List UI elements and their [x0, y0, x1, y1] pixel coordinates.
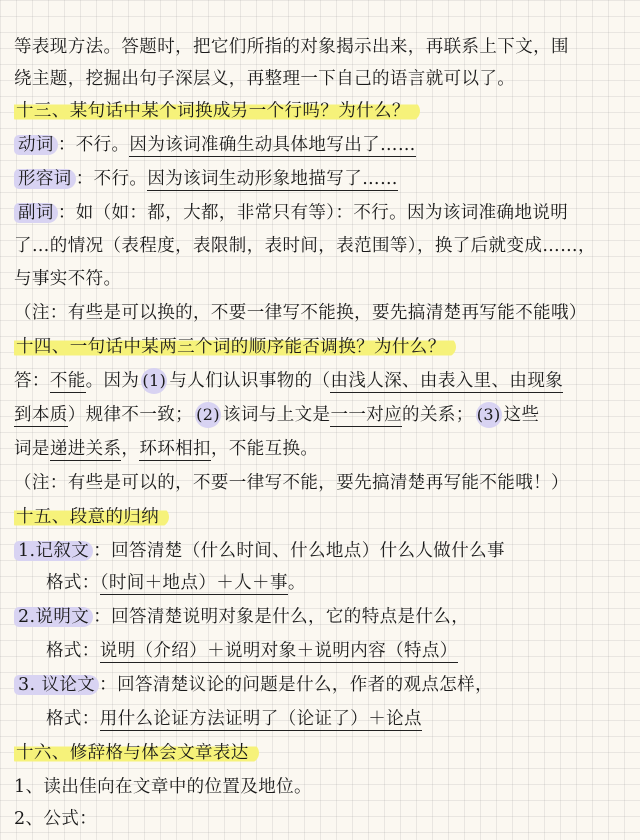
section-13-note: （注：有些是可以换的，不要一律写不能换，要先搞清楚再写能不能哦）	[14, 303, 587, 323]
adverb-row	[14, 200, 626, 226]
expository-text: ：回答清楚说明对象是什么，它的特点是什么，	[93, 607, 470, 627]
section-16-heading: 十六、修辞格与体会文章表达	[14, 743, 259, 763]
interlocked: 环环相扣	[139, 439, 211, 459]
order-phrase-2b: 本质	[31, 405, 68, 425]
intro-line-2: 绕主题，挖掘出句子深层义，再整理一下自己的语言就可以了。	[14, 69, 516, 89]
section-14-heading: 十四、一句话中某两三个词的顺序能否调换？为什么？	[14, 337, 456, 357]
adjective-reason: 因为该词生动形象地描写了……	[147, 169, 398, 189]
argumentative-text: ：回答清楚议论的问题是什么，作者的观点怎样，	[99, 675, 493, 695]
expository-format: 说明（介绍）＋说明对象＋说明内容（特点）	[99, 641, 458, 661]
narrative-format-row	[14, 570, 626, 596]
verb-tag: 动词	[14, 135, 58, 155]
section-15-heading-row	[14, 504, 626, 530]
answer-line-2	[14, 402, 626, 428]
expository-row	[14, 604, 626, 630]
section-13-heading-row	[14, 98, 626, 124]
order-phrase-2a: 到	[14, 405, 32, 425]
verb-sep: ：不行。	[57, 135, 130, 155]
answer-text-e: 该词与上文是	[223, 405, 331, 425]
narrative-row	[14, 538, 626, 564]
answer-prefix: 答：	[14, 371, 50, 391]
adverb-line-3: 与事实不符。	[14, 269, 122, 289]
adjective-tag: 形容词	[14, 169, 76, 189]
expository-format-row	[14, 638, 626, 664]
expository-tag: 2.说明文	[14, 607, 93, 627]
circled-number-3: (3)	[476, 402, 502, 428]
section-14-note: （注：有些是可以的，不要一律写不能，要先搞清楚再写能不能哦！）	[14, 473, 569, 493]
narrative-text: ：回答清楚（什么时间、什么地点）什么人做什么事	[93, 541, 505, 561]
format-label: 格式：	[46, 709, 100, 729]
format-label: 格式：	[46, 573, 100, 593]
verb-reason: 因为该词准确生动具体地写出了……	[129, 135, 416, 155]
adverb-tag: 副词	[14, 203, 58, 223]
adverb-line-2: 了…的情况（表程度，表限制，表时间，表范围等），换了后就变成……，	[14, 236, 596, 256]
argumentative-format-row	[14, 706, 626, 732]
circled-number-1: (1)	[141, 368, 167, 394]
answer-because: 。因为	[85, 371, 140, 391]
narrative-format-end: 。	[287, 573, 306, 593]
answer-text-h: 词是	[14, 439, 50, 459]
circled-number-2: (2)	[195, 402, 221, 428]
section-16-item-1: 1、读出佳向在文章中的位置及地位。	[14, 777, 312, 797]
answer-line-3	[14, 436, 626, 462]
progressive-relation: 递进关系	[49, 439, 122, 459]
answer-text-d: ）规律不一致；	[67, 405, 194, 425]
narrative-tag: 1.记叙文	[14, 541, 93, 561]
answer-text-g: 这些	[503, 405, 540, 425]
one-to-one: 一一对应	[330, 405, 403, 425]
answer-text-c: 与人们认识事物的（	[169, 371, 331, 391]
adjective-row	[14, 166, 626, 192]
answer-text-j: ，不能互换。	[210, 439, 319, 459]
argumentative-row	[14, 672, 626, 698]
section-15-heading: 十五、段意的归纳	[14, 507, 169, 527]
argumentative-tag: 3. 议论文	[14, 675, 99, 695]
intro-line-1: 等表现方法。答题时，把它们所指的对象揭示出来，再联系上下文，围	[14, 37, 569, 57]
adjective-sep: ：不行。	[75, 169, 148, 189]
narrative-format: （时间＋地点）＋人＋事	[99, 573, 288, 593]
adverb-line-1: ：如（如：都，大都，非常只有等）：不行。因为该词准确地说明	[57, 203, 569, 223]
section-14-heading-row	[14, 334, 626, 360]
section-16-item-2: 2、公式：	[14, 809, 98, 829]
section-13-heading: 十三、某句话中某个词换成另一个行吗？为什么？	[14, 101, 420, 121]
answer-text-f: 的关系；	[402, 405, 474, 425]
answer-text-i: ，	[121, 439, 140, 459]
answer-line-1	[14, 368, 626, 394]
format-label: 格式：	[46, 641, 100, 661]
answer-no: 不能	[49, 371, 86, 391]
verb-row	[14, 132, 626, 158]
argumentative-format: 用什么论证方法证明了（论证了）＋论点	[99, 709, 422, 729]
order-phrase-1: 由浅人深、由表入里、由现象	[330, 371, 564, 391]
section-16-heading-row	[14, 740, 626, 766]
